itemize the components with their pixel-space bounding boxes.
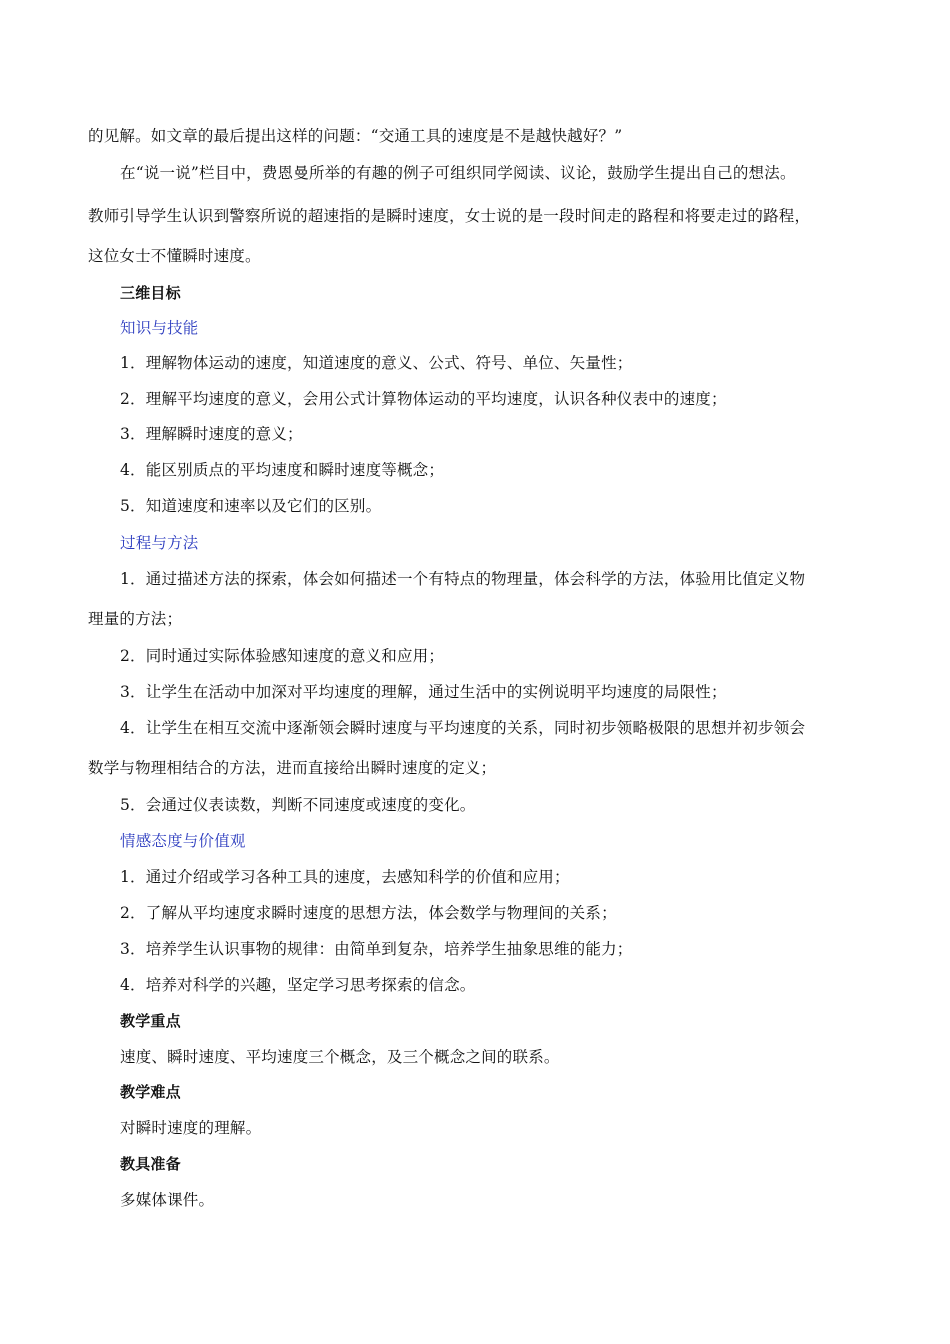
goals-heading: 三维目标	[120, 284, 181, 302]
process-item-5: 5．会通过仪表读数，判断不同速度或速度的变化。	[120, 796, 476, 814]
emotion-subheading: 情感态度与价值观	[120, 832, 246, 850]
knowledge-item-2: 2．理解平均速度的意义，会用公式计算物体运动的平均速度，认识各种仪表中的速度；	[120, 390, 727, 408]
process-subheading: 过程与方法	[120, 534, 199, 552]
process-item-4-line-1: 4．让学生在相互交流中逐渐领会瞬时速度与平均速度的关系，同时初步领略极限的思想并初步领会	[120, 719, 806, 737]
process-item-3: 3．让学生在活动中加深对平均速度的理解，通过生活中的实例说明平均速度的局限性；	[120, 683, 727, 701]
intro-line-4: 这位女士不懂瞬时速度。	[88, 247, 261, 265]
knowledge-item-1: 1．理解物体运动的速度，知道速度的意义、公式、符号、单位、矢量性；	[120, 354, 633, 372]
emotion-item-4: 4．培养对科学的兴趣，坚定学习思考探索的信念。	[120, 976, 476, 994]
key-points-heading: 教学重点	[120, 1012, 181, 1030]
process-item-1-line-2: 理量的方法；	[88, 610, 183, 628]
intro-line-2: 在“说一说”栏目中，费恩曼所举的有趣的例子可组织同学阅读、议论，鼓励学生提出自己的想法。	[120, 164, 796, 182]
difficulty-text: 对瞬时速度的理解。	[120, 1119, 262, 1137]
key-points-text: 速度、瞬时速度、平均速度三个概念，及三个概念之间的联系。	[120, 1048, 560, 1066]
process-item-1-line-1: 1．通过描述方法的探索，体会如何描述一个有特点的物理量，体会科学的方法，体验用比值定义物	[120, 570, 806, 588]
intro-line-3: 教师引导学生认识到警察所说的超速指的是瞬时速度，女士说的是一段时间走的路程和将要走过的路程，	[88, 207, 811, 225]
emotion-item-1: 1．通过介绍或学习各种工具的速度，去感知科学的价值和应用；	[120, 868, 570, 886]
process-item-2: 2．同时通过实际体验感知速度的意义和应用；	[120, 647, 445, 665]
process-item-4-line-2: 数学与物理相结合的方法，进而直接给出瞬时速度的定义；	[88, 759, 497, 777]
emotion-item-2: 2．了解从平均速度求瞬时速度的思想方法，体会数学与物理间的关系；	[120, 904, 617, 922]
knowledge-item-5: 5．知道速度和速率以及它们的区别。	[120, 497, 382, 515]
difficulty-heading: 教学难点	[120, 1083, 181, 1101]
materials-heading: 教具准备	[120, 1155, 181, 1173]
materials-text: 多媒体课件。	[120, 1191, 215, 1209]
knowledge-subheading: 知识与技能	[120, 319, 199, 337]
knowledge-item-3: 3．理解瞬时速度的意义；	[120, 425, 303, 443]
emotion-item-3: 3．培养学生认识事物的规律：由简单到复杂，培养学生抽象思维的能力；	[120, 940, 633, 958]
intro-line-1: 的见解。如文章的最后提出这样的问题：“交通工具的速度是不是越快越好？”	[88, 127, 623, 145]
knowledge-item-4: 4．能区别质点的平均速度和瞬时速度等概念；	[120, 461, 445, 479]
